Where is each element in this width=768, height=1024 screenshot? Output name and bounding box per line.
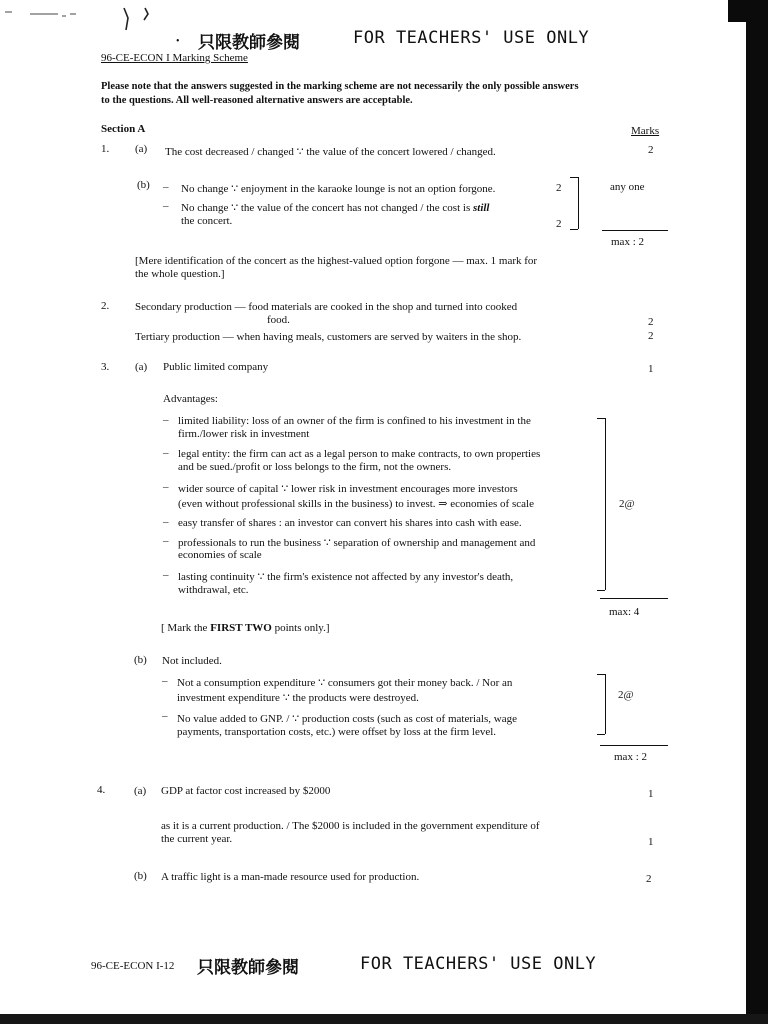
q1-comment-line-1: [Mere identification of the concert as the highest-valued option forgone — max. 1 mark for — [135, 255, 538, 267]
q3a-label: (a) — [135, 361, 148, 373]
q3b-dash-1: – — [162, 675, 168, 687]
q3-adv-dash-3: – — [163, 481, 169, 493]
footer-banner: FOR TEACHERS' USE ONLY — [360, 954, 597, 974]
q3a-adv-mark: 2@ — [619, 498, 635, 510]
q3-comment-pre: [ Mark the — [161, 622, 211, 634]
q3-comment-post: points only.] — [271, 622, 330, 634]
q1a-mark: 2 — [648, 144, 654, 156]
q1b-bracket-top — [570, 177, 578, 178]
q1-number: 1. — [101, 143, 110, 155]
q3a-bracket-top — [597, 418, 605, 419]
q2-mark-1: 2 — [648, 316, 654, 328]
q1a-label: (a) — [135, 143, 148, 155]
q3a-max-rule — [600, 598, 668, 599]
q3b-max-rule — [600, 745, 668, 746]
q3-comment — [161, 622, 330, 634]
q1b-bullet-1: – — [163, 181, 169, 193]
q3-adv-1-line2: firm./lower risk in investment — [178, 428, 310, 440]
note-line-2: to the questions. All well-reasoned alternative answers are acceptable. — [101, 95, 413, 106]
q3b-item-1-line2: investment expenditure ∵ the products were destroyed. — [177, 692, 419, 704]
q1b-item-2-emphasis: still — [472, 202, 490, 214]
note-line-1: Please note that the answers suggested in the marking scheme are not necessarily the only possible answers — [101, 81, 579, 92]
q1a-text: The cost decreased / changed ∵ the value of the concert lowered / changed. — [165, 146, 496, 158]
q3-adv-6-line2: withdrawal, etc. — [178, 584, 249, 596]
q1b-item-1-mark: 2 — [556, 182, 562, 194]
q3-adv-dash-5: – — [163, 535, 169, 547]
q4a-text: GDP at factor cost increased by $2000 — [161, 785, 331, 797]
q3-adv-1-line1: limited liability: loss of an owner of the firm is confined to his investment in the — [178, 415, 531, 427]
q3-adv-5-line2: economies of scale — [178, 549, 262, 561]
q1b-item-2-line2: the concert. — [181, 215, 233, 227]
q2-line-2: food. — [267, 314, 290, 326]
q3-number: 3. — [101, 361, 110, 373]
q4a-reason-line-1: as it is a current production. / The $2000 is included in the government expenditure of — [161, 820, 540, 832]
q1b-note: any one — [610, 181, 645, 193]
q3-adv-dash-2: – — [163, 447, 169, 459]
header-banner: FOR TEACHERS' USE ONLY — [353, 28, 590, 48]
q3-adv-6-line1: lasting continuity ∵ the firm's existence not affected by any investor's death, — [178, 571, 514, 583]
q3-adv-3-line1: wider source of capital ∵ lower risk in investment encourages more investors — [178, 483, 518, 495]
doc-code: 96-CE-ECON I Marking Scheme — [101, 52, 248, 64]
q4a-reason-mark: 1 — [648, 836, 654, 848]
q3-adv-3-line2: (even without professional skills in the business) to invest. ⇒ economies of scale — [178, 498, 534, 510]
scan-edge-bottom — [0, 1014, 768, 1024]
header-dot: • — [176, 36, 180, 47]
q3-adv-2-line1: legal entity: the firm can act as a legal person to make contracts, to own properties — [178, 448, 541, 460]
q4b-label: (b) — [134, 870, 147, 882]
q4a-reason-line-2: the current year. — [161, 833, 233, 845]
scan-marks — [0, 0, 160, 50]
q3b-item-1-line1: Not a consumption expenditure ∵ consumers got their money back. / Nor an — [177, 677, 513, 689]
q3b-item-2-line2: payments, transportation costs, etc.) were offset by loss at the firm level. — [177, 726, 497, 738]
q1b-max-rule — [602, 230, 668, 231]
q3-adv-4-line1: easy transfer of shares : an investor can convert his shares into cash with ease. — [178, 517, 522, 529]
q1b-bracket — [578, 177, 579, 229]
q1b-bullet-2: – — [163, 200, 169, 212]
q4-number: 4. — [97, 784, 106, 796]
q3a-bracket — [605, 418, 606, 590]
q3-comment-bold: FIRST TWO — [210, 622, 272, 634]
q3-adv-5-line1: professionals to run the business ∵ separation of ownership and management and — [178, 537, 536, 549]
q3-adv-dash-4: – — [163, 516, 169, 528]
q3a-max: max: 4 — [609, 606, 640, 618]
q1b-label: (b) — [137, 179, 150, 191]
section-title: Section A — [101, 123, 146, 135]
q3b-bracket — [605, 674, 606, 734]
q3-adv-dash-1: – — [163, 414, 169, 426]
q3-adv-title: Advantages: — [163, 393, 218, 405]
q1b-max: max : 2 — [611, 236, 644, 248]
q3-adv-dash-6: – — [163, 569, 169, 581]
q4a-mark: 1 — [648, 788, 654, 800]
footer-page-code: 96-CE-ECON I-12 — [91, 960, 175, 972]
q3a-text: Public limited company — [163, 361, 269, 373]
scan-edge-top — [728, 0, 768, 22]
q4b-mark: 2 — [646, 873, 652, 885]
marks-header: Marks — [631, 125, 660, 137]
q2-mark-2: 2 — [648, 330, 654, 342]
q4a-label: (a) — [134, 785, 147, 797]
q2-line-1: Secondary production — food materials are cooked in the shop and turned into cooked — [135, 301, 518, 313]
q1b-item-1: No change ∵ enjoyment in the karaoke lounge is not an option forgone. — [181, 183, 496, 195]
q3b-text: Not included. — [162, 655, 222, 667]
q3-adv-2-line2: and be sued./profit or loss belongs to the firm, not the owners. — [178, 461, 452, 473]
q3b-dash-2: – — [162, 710, 168, 722]
q1b-item-2 — [181, 201, 490, 214]
scan-edge-right — [746, 0, 768, 1024]
q1b-item-2-mark: 2 — [556, 218, 562, 230]
q1-comment-line-2: the whole question.] — [135, 268, 225, 280]
footer-chinese: 只限教師參閱 — [197, 958, 299, 978]
q3b-item-2-line1: No value added to GNP. / ∵ production costs (such as cost of materials, wage — [177, 713, 517, 725]
q3b-max: max : 2 — [614, 751, 647, 763]
q3b-bracket-top — [597, 674, 605, 675]
q3b-label: (b) — [134, 654, 147, 666]
q3a-mark: 1 — [648, 363, 654, 375]
q4b-text: A traffic light is a man-made resource used for production. — [161, 871, 420, 883]
q3a-bracket-bottom — [597, 590, 605, 591]
q2-number: 2. — [101, 300, 110, 312]
q1b-item-2-text: No change ∵ the value of the concert has not changed / the cost is — [181, 202, 473, 214]
q1b-bracket-bottom — [570, 229, 578, 230]
q3b-mark: 2@ — [618, 689, 634, 701]
q3b-bracket-bottom — [597, 734, 605, 735]
header-chinese: 只限教師參閱 — [198, 33, 300, 53]
q2-line-3: Tertiary production — when having meals, customers are served by waiters in the shop. — [135, 331, 522, 343]
